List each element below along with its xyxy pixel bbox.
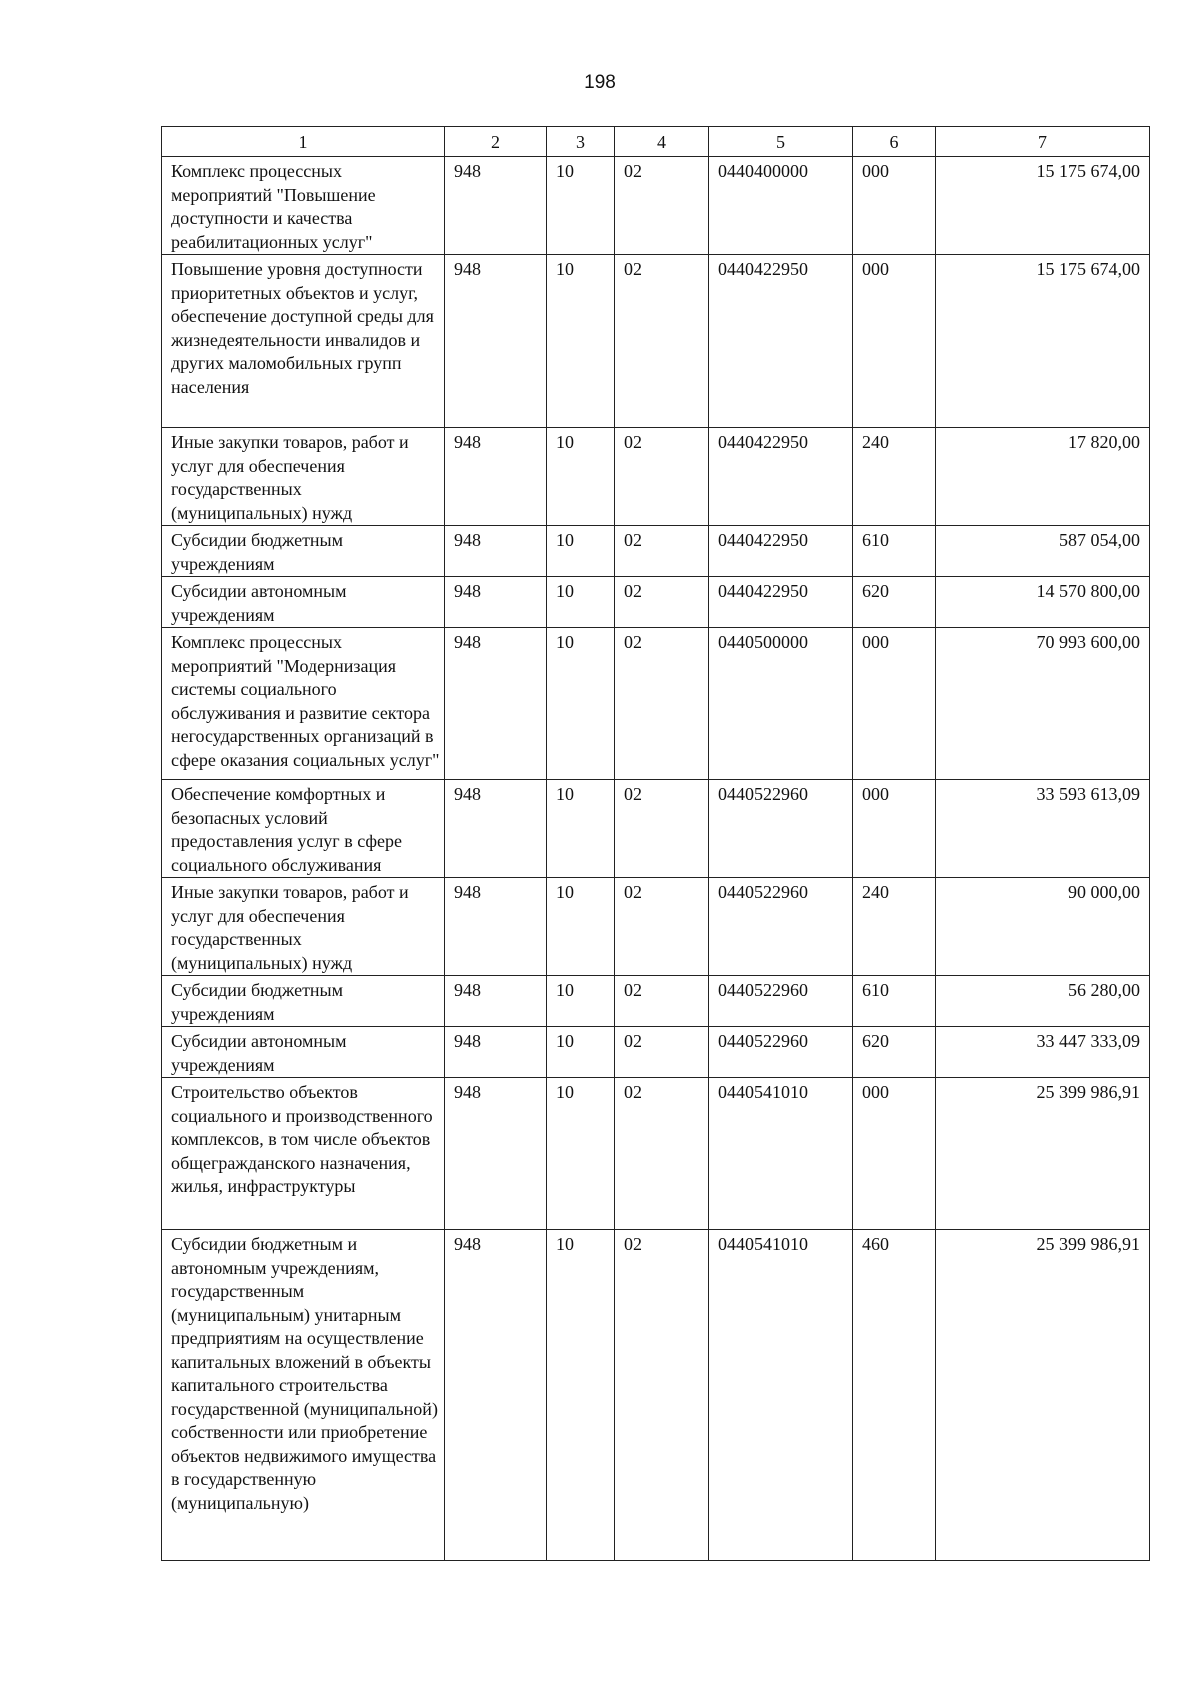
expense-type-code: 000 bbox=[853, 255, 936, 428]
amount: 56 280,00 bbox=[936, 976, 1150, 1027]
item-name: Комплекс процессных мероприятий "Модернизация системы социального обслуживания и развитие сектора негосударственных организаций в сфере оказания социальных услуг" bbox=[162, 628, 445, 780]
grbs-code: 948 bbox=[445, 577, 547, 628]
expense-type-code: 000 bbox=[853, 628, 936, 780]
budget-table bbox=[161, 126, 1150, 1561]
grbs-code: 948 bbox=[445, 628, 547, 780]
column-header-2: 2 bbox=[445, 127, 547, 157]
target-article-code: 0440522960 bbox=[709, 1027, 853, 1078]
expense-type-code: 000 bbox=[853, 157, 936, 255]
target-article-code: 0440422950 bbox=[709, 526, 853, 577]
subsection-code: 02 bbox=[615, 628, 709, 780]
expense-type-code: 610 bbox=[853, 976, 936, 1027]
table-row bbox=[162, 780, 1150, 878]
item-name: Субсидии автономным учреждениям bbox=[162, 577, 445, 628]
target-article-code: 0440541010 bbox=[709, 1230, 853, 1561]
subsection-code: 02 bbox=[615, 526, 709, 577]
grbs-code: 948 bbox=[445, 255, 547, 428]
amount: 33 447 333,09 bbox=[936, 1027, 1150, 1078]
item-name: Субсидии бюджетным и автономным учреждениям, государственным (муниципальным) унитарным предприятиям на осуществление капитальных вложений в объекты капитального строительства государственной (муниципальной) собственности или приобретение объектов недвижимого имущества в государственную (муниципальную) bbox=[162, 1230, 445, 1561]
subsection-code: 02 bbox=[615, 255, 709, 428]
subsection-code: 02 bbox=[615, 1078, 709, 1230]
table-row bbox=[162, 1027, 1150, 1078]
grbs-code: 948 bbox=[445, 1027, 547, 1078]
subsection-code: 02 bbox=[615, 976, 709, 1027]
table-row bbox=[162, 255, 1150, 428]
item-name: Иные закупки товаров, работ и услуг для обеспечения государственных (муниципальных) нужд bbox=[162, 878, 445, 976]
column-header-4: 4 bbox=[615, 127, 709, 157]
table-row bbox=[162, 428, 1150, 526]
amount: 33 593 613,09 bbox=[936, 780, 1150, 878]
amount: 587 054,00 bbox=[936, 526, 1150, 577]
column-header-7: 7 bbox=[936, 127, 1150, 157]
column-header-6: 6 bbox=[853, 127, 936, 157]
grbs-code: 948 bbox=[445, 780, 547, 878]
item-name: Комплекс процессных мероприятий "Повышение доступности и качества реабилитационных услуг" bbox=[162, 157, 445, 255]
section-code: 10 bbox=[547, 628, 615, 780]
table-row bbox=[162, 157, 1150, 255]
amount: 25 399 986,91 bbox=[936, 1078, 1150, 1230]
section-code: 10 bbox=[547, 878, 615, 976]
amount: 15 175 674,00 bbox=[936, 157, 1150, 255]
section-code: 10 bbox=[547, 1078, 615, 1230]
table-row bbox=[162, 577, 1150, 628]
grbs-code: 948 bbox=[445, 976, 547, 1027]
expense-type-code: 620 bbox=[853, 577, 936, 628]
item-name: Субсидии бюджетным учреждениям bbox=[162, 976, 445, 1027]
target-article-code: 0440422950 bbox=[709, 577, 853, 628]
target-article-code: 0440522960 bbox=[709, 878, 853, 976]
section-code: 10 bbox=[547, 780, 615, 878]
page-number: 198 bbox=[584, 72, 616, 93]
header-row bbox=[162, 127, 1150, 157]
section-code: 10 bbox=[547, 255, 615, 428]
subsection-code: 02 bbox=[615, 577, 709, 628]
amount: 14 570 800,00 bbox=[936, 577, 1150, 628]
subsection-code: 02 bbox=[615, 878, 709, 976]
grbs-code: 948 bbox=[445, 157, 547, 255]
grbs-code: 948 bbox=[445, 878, 547, 976]
amount: 25 399 986,91 bbox=[936, 1230, 1150, 1561]
item-name: Строительство объектов социального и производственного комплексов, в том числе объектов общегражданского назначения, жилья, инфраструктуры bbox=[162, 1078, 445, 1230]
subsection-code: 02 bbox=[615, 780, 709, 878]
section-code: 10 bbox=[547, 1027, 615, 1078]
item-name: Обеспечение комфортных и безопасных условий предоставления услуг в сфере социального обслуживания bbox=[162, 780, 445, 878]
section-code: 10 bbox=[547, 526, 615, 577]
column-header-5: 5 bbox=[709, 127, 853, 157]
subsection-code: 02 bbox=[615, 157, 709, 255]
table-body bbox=[162, 157, 1150, 1561]
item-name: Субсидии бюджетным учреждениям bbox=[162, 526, 445, 577]
table-row bbox=[162, 1230, 1150, 1561]
expense-type-code: 240 bbox=[853, 878, 936, 976]
target-article-code: 0440522960 bbox=[709, 976, 853, 1027]
section-code: 10 bbox=[547, 976, 615, 1027]
expense-type-code: 240 bbox=[853, 428, 936, 526]
column-header-3: 3 bbox=[547, 127, 615, 157]
grbs-code: 948 bbox=[445, 526, 547, 577]
grbs-code: 948 bbox=[445, 1230, 547, 1561]
item-name: Субсидии автономным учреждениям bbox=[162, 1027, 445, 1078]
table-row bbox=[162, 628, 1150, 780]
expense-type-code: 460 bbox=[853, 1230, 936, 1561]
expense-type-code: 620 bbox=[853, 1027, 936, 1078]
section-code: 10 bbox=[547, 157, 615, 255]
section-code: 10 bbox=[547, 577, 615, 628]
grbs-code: 948 bbox=[445, 428, 547, 526]
expense-type-code: 000 bbox=[853, 780, 936, 878]
grbs-code: 948 bbox=[445, 1078, 547, 1230]
target-article-code: 0440522960 bbox=[709, 780, 853, 878]
table-row bbox=[162, 1078, 1150, 1230]
amount: 17 820,00 bbox=[936, 428, 1150, 526]
table-row bbox=[162, 878, 1150, 976]
item-name: Иные закупки товаров, работ и услуг для обеспечения государственных (муниципальных) нужд bbox=[162, 428, 445, 526]
target-article-code: 0440400000 bbox=[709, 157, 853, 255]
section-code: 10 bbox=[547, 1230, 615, 1561]
expense-type-code: 610 bbox=[853, 526, 936, 577]
target-article-code: 0440541010 bbox=[709, 1078, 853, 1230]
table-row bbox=[162, 976, 1150, 1027]
expense-type-code: 000 bbox=[853, 1078, 936, 1230]
section-code: 10 bbox=[547, 428, 615, 526]
target-article-code: 0440422950 bbox=[709, 428, 853, 526]
amount: 90 000,00 bbox=[936, 878, 1150, 976]
subsection-code: 02 bbox=[615, 428, 709, 526]
table-header bbox=[162, 127, 1150, 157]
amount: 15 175 674,00 bbox=[936, 255, 1150, 428]
amount: 70 993 600,00 bbox=[936, 628, 1150, 780]
column-header-1: 1 bbox=[162, 127, 445, 157]
target-article-code: 0440422950 bbox=[709, 255, 853, 428]
subsection-code: 02 bbox=[615, 1027, 709, 1078]
target-article-code: 0440500000 bbox=[709, 628, 853, 780]
item-name: Повышение уровня доступности приоритетных объектов и услуг, обеспечение доступной среды для жизнедеятельности инвалидов и других маломобильных групп населения bbox=[162, 255, 445, 428]
subsection-code: 02 bbox=[615, 1230, 709, 1561]
table-row bbox=[162, 526, 1150, 577]
